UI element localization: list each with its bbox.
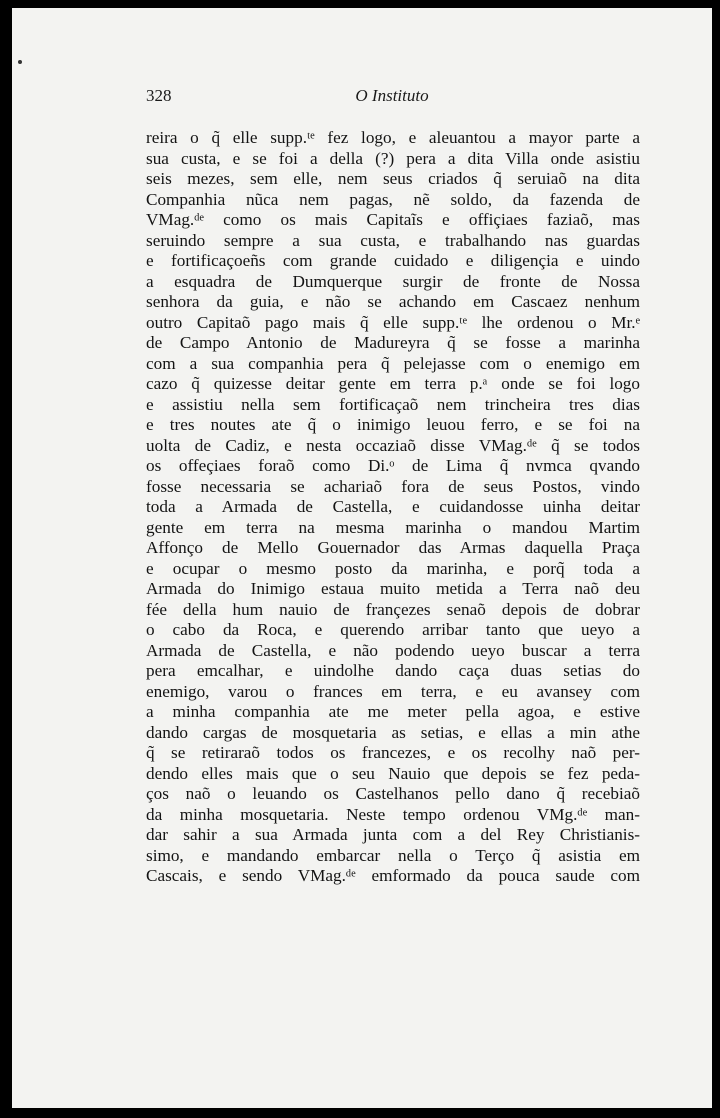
text-line: pera emcalhar, e uindolhe dando caça duas setias do (146, 661, 640, 680)
text-line: enemigo, varou o frances em terra, e eu avansey com (146, 681, 640, 701)
text-line: sua custa, e se foi a della (?) pera a dita Villa onde asistiu (146, 148, 640, 168)
text-line: fosse necessaria se achariaõ fora de seus Postos, vindo (146, 476, 640, 496)
text-line: e ocupar o mesmo posto da marinha, e porq̃ toda a (146, 558, 640, 578)
text-line: dando cargas de mosquetaria as setias, e ellas a min athe (146, 722, 640, 742)
text-line: dar sahir a sua Armada junta com a del Rey Christianis- (146, 825, 640, 844)
text-line: e fortificaçoeñs com grande cuidado e diligençia e uindo (146, 251, 640, 270)
text-line: VMag.ᵈᵉ como os mais Capitaĩs e offiçiaes faziaõ, mas (146, 210, 640, 229)
text-line: Armada do Inimigo estaua muito metida a Terra naõ deu (146, 579, 640, 598)
text-line: q̃ se retiraraõ todos os francezes, e os recolhy naõ per- (146, 743, 640, 762)
text-line: e assistiu nella sem fortificaçaõ nem trincheira tres dias (146, 394, 640, 414)
text-line: os offeçiaes foraõ como Di.ᵒ de Lima q̃ nvmca qvando (146, 456, 640, 475)
text-line: Armada de Castella, e não podendo ueyo buscar a terra (146, 640, 640, 660)
text-line: toda a Armada de Castella, e cuidandosse uinha deitar (146, 497, 640, 516)
text-line: seruindo sempre a sua custa, e trabalhando nas guardas (146, 230, 640, 250)
text-line: simo, e mandando embarcar nella o Terço q̃ asistia em (146, 845, 640, 865)
text-line: o cabo da Roca, e querendo arribar tanto que ueyo a (146, 620, 640, 639)
text-line: Affonço de Mello Gouernador das Armas daquella Praça (146, 538, 640, 557)
text-line: fée della hum nauio de françezes senaõ depois de dobrar (146, 599, 640, 619)
text-line: dendo elles mais que o seu Nauio que depois se fez peda- (146, 763, 640, 783)
text-line: Companhia nũca nem pagas, nẽ soldo, da fazenda de (146, 189, 640, 209)
text-line: a esquadra de Dumquerque surgir de fronte de Nossa (146, 271, 640, 291)
text-line: reira o q̃ elle supp.ᵗᵉ fez logo, e aleuantou a mayor parte a (146, 128, 640, 147)
text-line: cazo q̃ quizesse deitar gente em terra p.ᵃ onde se foi logo (146, 374, 640, 393)
text-line: com a sua companhia pera q̃ pelejasse com o enemigo em (146, 353, 640, 373)
body-text (146, 128, 640, 887)
text-line: ços naõ o leuando os Castelhanos pello dano q̃ recebiaõ (146, 784, 640, 803)
text-line: senhora da guia, e não se achando em Cascaez nenhum (146, 292, 640, 311)
text-line: a minha companhia ate me meter pella agoa, e estive (146, 702, 640, 721)
running-title: O Instituto (355, 86, 429, 105)
text-line: Cascais, e sendo VMag.ᵈᵉ emformado da pouca saude com (146, 866, 640, 885)
text-line: da minha mosquetaria. Neste tempo ordenou VMg.ᵈᵉ man- (146, 804, 640, 824)
text-line: gente em terra na mesma marinha o mandou Martim (146, 517, 640, 537)
text-line: seis mezes, sem elle, nem seus criados q̃ seruiaõ na dita (146, 169, 640, 188)
page-header (146, 86, 638, 116)
scan-speck (18, 60, 22, 64)
text-line: e tres noutes ate q̃ o inimigo leuou ferro, e se foi na (146, 415, 640, 434)
text-line: uolta de Cadiz, e nesta occaziaõ disse VMag.ᵈᵉ q̃ se todos (146, 435, 640, 455)
text-line: outro Capitaõ pago mais q̃ elle supp.ᵗᵉ lhe ordenou o Mr.ᵉ (146, 312, 640, 332)
text-line: de Campo Antonio de Madureyra q̃ se fosse a marinha (146, 333, 640, 352)
page-number: 328 (146, 86, 172, 105)
